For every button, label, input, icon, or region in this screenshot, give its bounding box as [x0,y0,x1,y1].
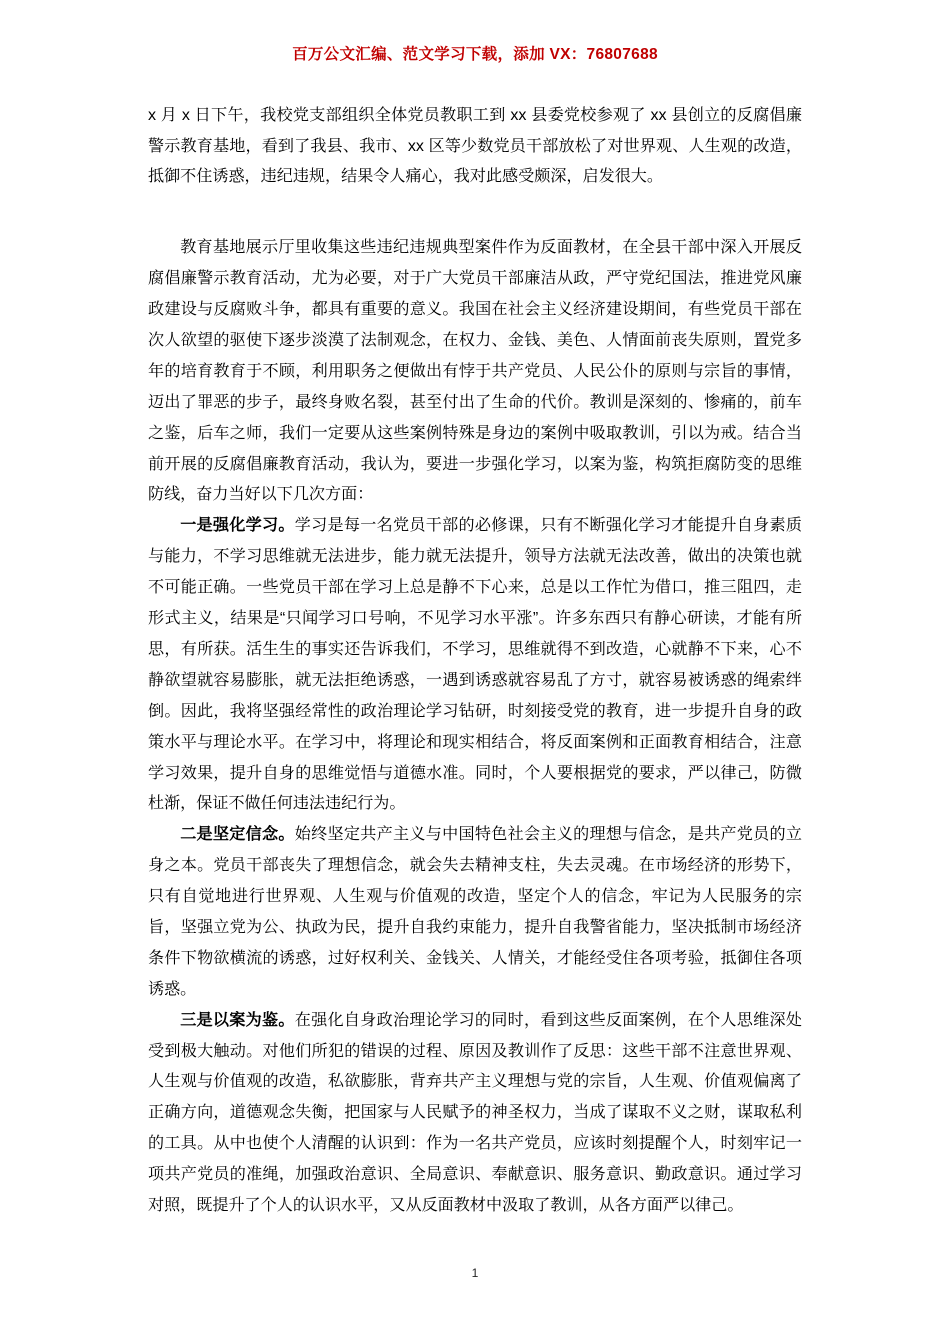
paragraph-5-lead: 三是以案为鉴。 [180,1010,295,1029]
paragraph-5 [148,1005,802,1221]
paragraph-3-text: 学习是每一名党员干部的必修课，只有不断强化学习才能提升自身素质与能力，不学习思维就无法进步，能力就无法提升，领导方法就无法改善，做出的决策也就不可能正确。一些党员干部在学习上总是静不下心来，总是以工作忙为借口，推三阻四，走形式主义，结果是“只闻学习口号响，不见学习水平涨”。许多东西只有静心研读，才能有所思，有所获。活生生的事实还告诉我们，不学习，思维就得不到改造，心就静不下来，心不静欲望就容易膨胀，就无法拒绝诱惑，一遇到诱惑就容易乱了方寸，就容易被诱惑的绳索绊倒。因此，我将坚强经常性的政治理论学习钻研，时刻接受党的教育，进一步提升自身的政策水平与理论水平。在学习中，将理论和现实相结合，将反面案例和正面教育相结合，注意学习效果，提升自身的思维觉悟与道德水准。同时，个人要根据党的要求，严以律己，防微杜渐，保证不做任何违法违纪行为。 [148,516,803,813]
promo-banner: 百万公文汇编、范文学习下载，添加 VX：76807688 [292,46,658,63]
paragraph-3-lead: 一是强化学习。 [180,516,295,535]
paragraph-4 [148,819,802,1004]
paragraph-2 [148,232,802,510]
paragraph-5-text: 在强化自身政治理论学习的同时，看到这些反面案例，在个人思维深处受到极大触动。对他们所犯的错误的过程、原因及教训作了反思：这些干部不注意世界观、人生观与价值观的改造，私欲膨胀，背弃共产主义理想与党的宗旨，人生观、价值观偏离了正确方向，道德观念失衡，把国家与人民赋予的神圣权力，当成了谋取不义之财，谋取私利的工具。从中也使个人清醒的认识到：作为一名共产党员，应该时刻提醒个人，时刻牢记一项共产党员的准绳，加强政治意识、全局意识、奉献意识、服务意识、勤政意识。通过学习对照，既提升了个人的认识水平，又从反面教材中汲取了教训，从各方面严以律己。 [148,1010,803,1214]
paragraph-1-text: x 月 x 日下午，我校党支部组织全体党员教职工到 xx 县委党校参观了 xx 县创立的反腐倡廉警示教育基地，看到了我县、我市、xx 区等少数党员干部放松了对世界观、人生观的改造，抵御不住诱惑，违纪违规，结果令人痛心，我对此感受颇深，启发很大。 [148,105,802,186]
paragraph-4-text: 始终坚定共产主义与中国特色社会主义的理想与信念，是共产党员的立身之本。党员干部丧失了理想信念，就会失去精神支柱，失去灵魂。在市场经济的形势下，只有自觉地进行世界观、人生观与价值观的改造，坚定个人的信念，牢记为人民服务的宗旨，坚强立党为公、执政为民，提升自我约束能力，提升自我警省能力，坚决抵制市场经济条件下物欲横流的诱惑，过好权利关、金钱关、人情关，才能经受住各项考验，抵御住各项诱惑。 [148,825,803,998]
document-body [148,100,802,1221]
page-number: 1 [471,1266,479,1280]
paragraph-1 [148,100,802,193]
paragraph-3 [148,510,802,819]
paragraph-2-text: 教育基地展示厅里收集这些违纪违规典型案件作为反面教材，在全县干部中深入开展反腐倡廉警示教育活动，尤为必要，对于广大党员干部廉洁从政，严守党纪国法，推进党风廉政建设与反腐败斗争，都具有重要的意义。我国在社会主义经济建设期间，有些党员干部在次人欲望的驱使下逐步淡漠了法制观念，在权力、金钱、美色、人情面前丧失原则，置党多年的培育教育于不顾，利用职务之便做出有悖于共产党员、人民公仆的原则与宗旨的事情，迈出了罪恶的步子，最终身败名裂，甚至付出了生命的代价。教训是深刻的、惨痛的，前车之鉴，后车之师，我们一定要从这些案例特殊是身边的案例中吸取教训，引以为戒。结合当前开展的反腐倡廉教育活动，我认为，要进一步强化学习，以案为鉴，构筑拒腐防变的思维防线，奋力当好以下几次方面： [148,238,802,504]
paragraph-4-lead: 二是坚定信念。 [180,825,295,844]
paragraph-gap [148,192,802,232]
